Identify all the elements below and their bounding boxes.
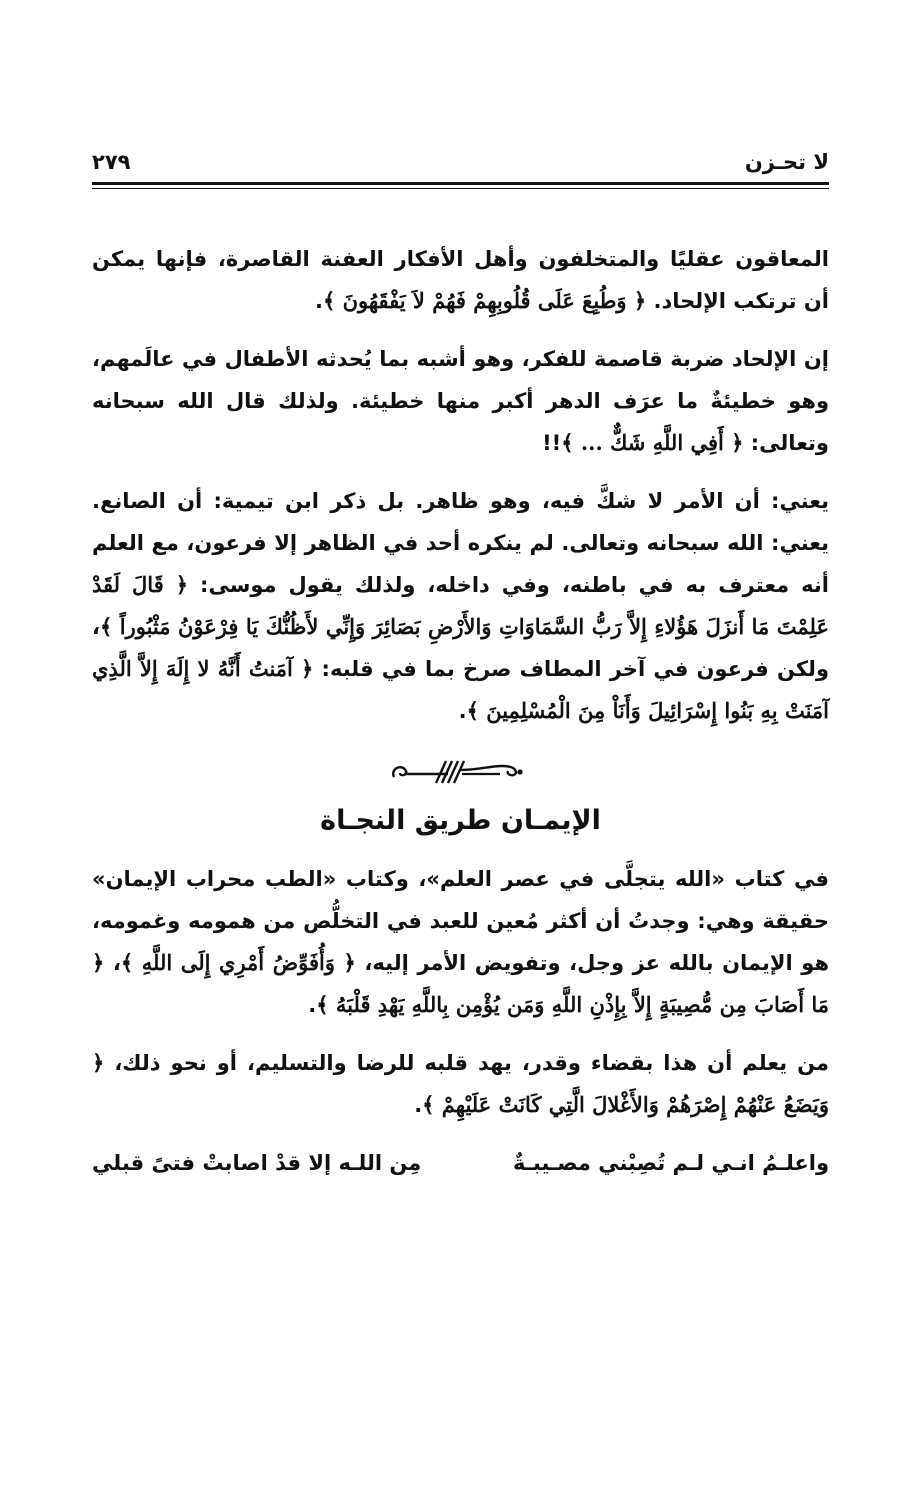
- paragraph-5-text: من يعلم أن هذا بقضاء وقدر، يهد قلبه للرضا والتسليم، أو نحو ذلك،: [104, 1051, 829, 1075]
- quran-quote: ﴿ وَيَضَعُ عَنْهُمْ إِصْرَهُمْ وَالأَغْلالَ الَّتِي كَانَتْ عَلَيْهِمْ ﴾: [92, 1050, 829, 1117]
- poem-verse: [92, 1142, 829, 1184]
- poem-first-hemistich: واعلـمُ انـي لـم تُصِبْني مصـيبـةٌ: [513, 1151, 829, 1175]
- paragraph-4-mid: ،: [104, 951, 121, 975]
- paragraph-4-text: في كتاب «الله يتجلَّى في عصر العلم»، وكتاب «الطب محراب الإيمان» حقيقة وهي: وجدتُ أن أكثر مُعين للعبد في التخلُّص من همومه وغمومه، هو الإيمان بالله عز وجل، وتفويض الأمر إليه،: [92, 867, 829, 975]
- quran-quote: ﴿ مَا أَصَابَ مِن مُّصِيبَةٍ إِلاَّ بِإِذْنِ اللَّهِ وَمَن يُؤْمِن بِاللَّهِ يَهْدِ قَلْبَهُ ﴾: [92, 950, 829, 1017]
- paragraph-3-text: يعني: أن الأمر لا شكَّ فيه، وهو ظاهر. بل ذكر ابن تيمية: أن الصانع. يعني: الله سبحانه وتعالى. لم ينكره أحد في الظاهر إلا فرعون، مع العلم أنه معترف به في باطنه، وفي داخله، ولذلك يقول موسى:: [92, 489, 829, 597]
- section-title: الإيمـان طريق النجـاة: [320, 805, 601, 836]
- running-title: لا تحـزن: [744, 150, 829, 174]
- page-header: [92, 150, 829, 182]
- quran-quote: ﴿ وَطُبِعَ عَلَى قُلُوبِهِمْ فَهُمْ لاَ يَفْقَهُونَ ﴾: [322, 288, 647, 313]
- page-number: ٢٧٩: [92, 150, 131, 174]
- quran-quote: ﴿ أَفِي اللَّهِ شَكٌّ ... ﴾: [561, 430, 744, 455]
- section-ornament-icon: [92, 748, 829, 792]
- quran-quote: ﴿ وَأُفَوِّضُ أَمْرِي إِلَى اللَّهِ ﴾: [120, 950, 356, 975]
- paragraph-5-end: .: [414, 1093, 423, 1117]
- paragraph-3-mid: ، ولكن فرعون في آخر المطاف صرخ بما في قلبه:: [92, 615, 829, 681]
- quran-quote: ﴿ آمَنتُ أَنَّهُ لا إِلَهَ إِلاَّ الَّذِي آمَنَتْ بِهِ بَنُوا إِسْرَائِيلَ وَأَنَاْ مِنَ الْمُسْلِمِينَ ﴾: [92, 656, 829, 723]
- paragraph-5: [92, 1042, 829, 1126]
- header-rule-thick: [92, 182, 829, 185]
- poem-second-hemistich: مِن اللـه إلا قدْ اصابتْ فتىً قبلي: [92, 1151, 422, 1175]
- paragraph-2: [92, 338, 829, 464]
- quran-quote: ﴿ قَالَ لَقَدْ عَلِمْتَ مَا أَنزَلَ هَؤُلاءِ إِلاَّ رَبُّ السَّمَاوَاتِ وَالأَرْضِ بَصَائِرَ وَإِنِّي لأَظُنُّكَ يَا فِرْعَوْنُ مَثْبُوراً ﴾: [92, 572, 829, 639]
- paragraph-1: [92, 238, 829, 322]
- paragraph-3: [92, 480, 829, 732]
- paragraph-3-end: .: [458, 699, 467, 723]
- paragraph-2-text: إن الإلحاد ضربة قاصمة للفكر، وهو أشبه بما يُحدثه الأطفال في عالَمهم، وهو خطيئةٌ ما عرَف الدهر أكبر منها خطيئة. ولذلك قال الله سبحانه وتعالى:: [92, 347, 829, 455]
- header-rule-thin: [92, 188, 829, 189]
- body-text: [92, 238, 829, 1184]
- paragraph-1-text: المعاقون عقليًا والمتخلفون وأهل الأفكار العفنة القاصرة، فإنها يمكن أن ترتكب الإلحاد.: [92, 247, 829, 313]
- paragraph-1-end: .: [314, 289, 323, 313]
- paragraph-2-end: !!: [542, 431, 562, 455]
- paragraph-4-end: .: [308, 993, 317, 1017]
- paragraph-4: [92, 858, 829, 1026]
